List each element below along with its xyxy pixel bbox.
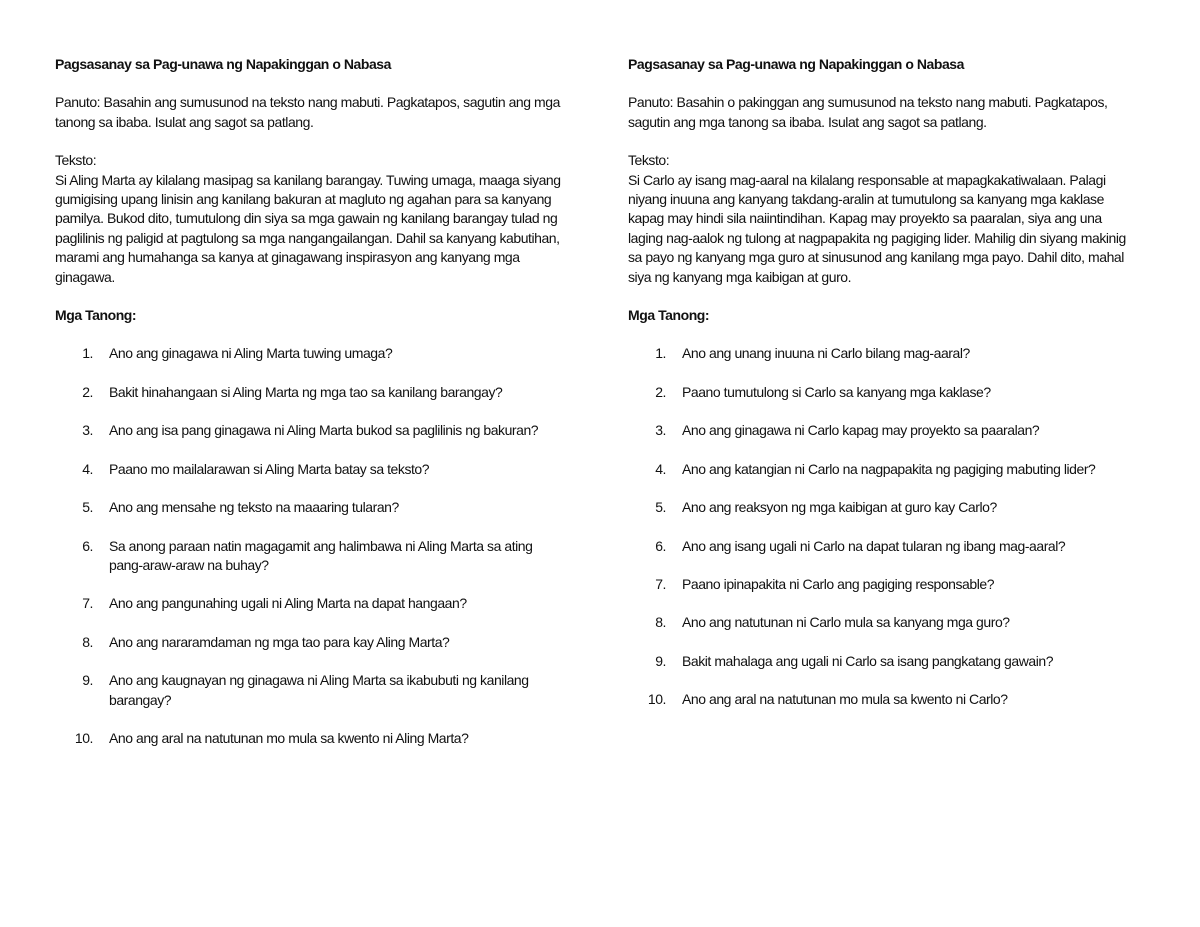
question-item bbox=[628, 344, 1136, 363]
question-list bbox=[55, 344, 561, 748]
question-item bbox=[55, 344, 561, 363]
question-number: 9. bbox=[82, 672, 93, 689]
question-number: 7. bbox=[82, 595, 93, 612]
question-item bbox=[55, 383, 561, 402]
questions-heading: Mga Tanong: bbox=[55, 307, 137, 324]
worksheet-right bbox=[628, 55, 1136, 729]
question-list bbox=[628, 344, 1136, 709]
question-number: 5. bbox=[655, 499, 666, 516]
instructions: Panuto: Basahin ang sumusunod na teksto nang mabuti. Pagkatapos, sagutin ang mga tanong sa ibaba. Isulat ang sagot sa patlang. bbox=[55, 94, 560, 130]
question-number: 8. bbox=[655, 614, 666, 631]
question-number: 1. bbox=[655, 345, 666, 362]
question-number: 4. bbox=[82, 460, 93, 477]
question-text: Bakit hinahangaan si Aling Marta ng mga tao sa kanilang barangay? bbox=[109, 383, 503, 400]
reading-passage: Si Carlo ay isang mag-aaral na kilalang responsable at mapagkakatiwalaan. Palagi niyang inuuna ang kanyang takdang-aralin at tumutulong sa kanyang mga kaklase kapag may hindi sila naiintindihan. Kapag may proyekto sa paaralan, siya ang una laging nag-aalok ng tulong at nagpapakita ng pagiging lider. Mahilig din siyang makinig sa payo ng kanyang mga guro at sinusunod ang kanilang mga payo. Dahil dito, mahal siya ng kanyang mga kaibigan at guro. bbox=[628, 171, 1126, 285]
question-text: Ano ang aral na natutunan mo mula sa kwento ni Aling Marta? bbox=[109, 729, 469, 746]
question-text: Ano ang isang ugali ni Carlo na dapat tularan ng ibang mag-aaral? bbox=[682, 537, 1066, 554]
question-item bbox=[628, 690, 1136, 709]
question-item bbox=[628, 613, 1136, 632]
question-text: Ano ang kaugnayan ng ginagawa ni Aling Marta sa ikabubuti ng kanilang barangay? bbox=[109, 672, 529, 708]
text-label: Teksto: bbox=[55, 152, 97, 169]
question-item bbox=[628, 537, 1136, 556]
question-item bbox=[628, 460, 1136, 479]
question-text: Paano tumutulong si Carlo sa kanyang mga kaklase? bbox=[682, 383, 991, 400]
question-item bbox=[628, 383, 1136, 402]
question-item bbox=[55, 671, 561, 710]
question-item bbox=[628, 421, 1136, 440]
worksheet-title: Pagsasanay sa Pag-unawa ng Napakinggan o Nabasa bbox=[628, 56, 964, 72]
question-item bbox=[55, 537, 561, 576]
question-number: 4. bbox=[655, 460, 666, 477]
question-item bbox=[628, 575, 1136, 594]
question-item bbox=[628, 498, 1136, 517]
question-text: Bakit mahalaga ang ugali ni Carlo sa isang pangkatang gawain? bbox=[682, 652, 1054, 669]
question-text: Ano ang pangunahing ugali ni Aling Marta na dapat hangaan? bbox=[109, 595, 467, 612]
question-item bbox=[55, 421, 561, 440]
text-label: Teksto: bbox=[628, 152, 670, 169]
question-text: Ano ang ginagawa ni Carlo kapag may proyekto sa paaralan? bbox=[682, 422, 1040, 439]
question-text: Ano ang mensahe ng teksto na maaaring tularan? bbox=[109, 499, 399, 516]
worksheet-title: Pagsasanay sa Pag-unawa ng Napakinggan o Nabasa bbox=[55, 56, 391, 72]
question-item bbox=[628, 652, 1136, 671]
question-number: 1. bbox=[82, 345, 93, 362]
question-text: Sa anong paraan natin magagamit ang halimbawa ni Aling Marta sa ating pang-araw-araw na buhay? bbox=[109, 537, 533, 573]
question-number: 5. bbox=[82, 499, 93, 516]
question-number: 6. bbox=[655, 537, 666, 554]
question-number: 3. bbox=[82, 422, 93, 439]
question-text: Ano ang katangian ni Carlo na nagpapakita ng pagiging mabuting lider? bbox=[682, 460, 1096, 477]
question-text: Ano ang unang inuuna ni Carlo bilang mag-aaral? bbox=[682, 345, 970, 362]
question-item bbox=[55, 460, 561, 479]
question-item bbox=[55, 498, 561, 517]
question-text: Ano ang reaksyon ng mga kaibigan at guro kay Carlo? bbox=[682, 499, 997, 516]
worksheet-left bbox=[55, 55, 561, 767]
question-text: Ano ang natutunan ni Carlo mula sa kanyang mga guro? bbox=[682, 614, 1010, 631]
question-text: Ano ang nararamdaman ng mga tao para kay Aling Marta? bbox=[109, 633, 450, 650]
question-text: Paano ipinapakita ni Carlo ang pagiging responsable? bbox=[682, 575, 995, 592]
reading-passage: Si Aling Marta ay kilalang masipag sa kanilang barangay. Tuwing umaga, maaga siyang gumigising upang linisin ang kanilang bakuran at magluto ng agahan para sa kanyang pamilya. Bukod dito, tumutulong din siya sa mga gawain ng kanilang barangay tulad ng paglilinis ng paligid at pagtulong sa mga nangangailangan. Dahil sa kanyang kabutihan, marami ang humahanga sa kanya at ginagawang inspirasyon ang kanyang mga ginagawa. bbox=[55, 171, 561, 285]
question-number: 9. bbox=[655, 652, 666, 669]
question-number: 2. bbox=[655, 383, 666, 400]
question-number: 7. bbox=[655, 575, 666, 592]
question-text: Ano ang ginagawa ni Aling Marta tuwing umaga? bbox=[109, 345, 393, 362]
questions-heading: Mga Tanong: bbox=[628, 307, 710, 324]
question-number: 8. bbox=[82, 633, 93, 650]
question-text: Paano mo mailalarawan si Aling Marta batay sa teksto? bbox=[109, 460, 430, 477]
question-item bbox=[55, 729, 561, 748]
instructions: Panuto: Basahin o pakinggan ang sumusunod na teksto nang mabuti. Pagkatapos, sagutin ang mga tanong sa ibaba. Isulat ang sagot sa patlang. bbox=[628, 94, 1108, 130]
question-text: Ano ang aral na natutunan mo mula sa kwento ni Carlo? bbox=[682, 691, 1008, 708]
question-number: 3. bbox=[655, 422, 666, 439]
question-number: 2. bbox=[82, 383, 93, 400]
question-text: Ano ang isa pang ginagawa ni Aling Marta bukod sa paglilinis ng bakuran? bbox=[109, 422, 539, 439]
question-number: 10. bbox=[647, 691, 666, 708]
question-item bbox=[55, 594, 561, 613]
question-number: 6. bbox=[82, 537, 93, 554]
question-number: 10. bbox=[74, 729, 93, 746]
question-item bbox=[55, 633, 561, 652]
